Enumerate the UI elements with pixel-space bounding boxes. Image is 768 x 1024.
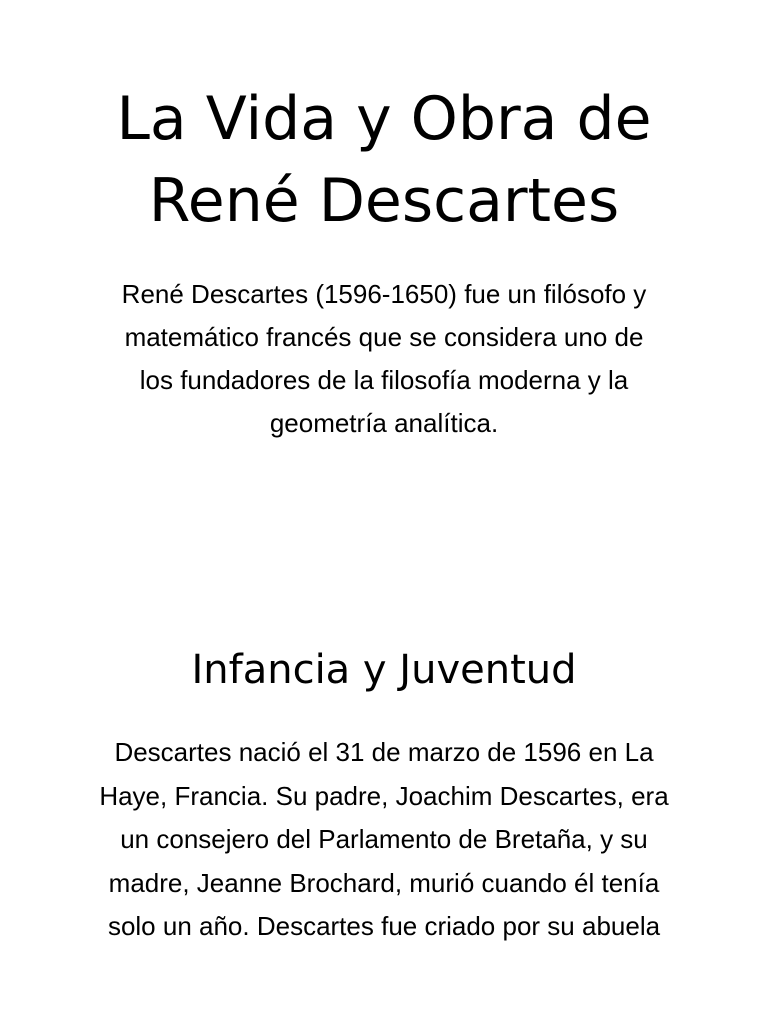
body-line: Descartes nació el 31 de marzo de 1596 en La (114, 737, 654, 767)
intro-line: los fundadores de la filosofía moderna y la (139, 365, 629, 395)
intro-line: matemático francés que se considera uno de (124, 322, 644, 352)
intro-paragraph (54, 273, 714, 445)
body-line: madre, Jeanne Brochard, murió cuando él tenía (108, 867, 660, 898)
document-title (40, 78, 728, 242)
section-body (30, 731, 738, 949)
intro-line: geometría analítica. (269, 408, 499, 438)
body-line: solo un año. Descartes fue criado por su abuela (107, 911, 661, 941)
body-line: Haye, Francia. Su padre, Joachim Descartes, era (99, 780, 669, 811)
title-line: René Descartes (148, 166, 620, 236)
body-line: un consejero del Parlamento de Bretaña, y su (120, 824, 648, 854)
title-line: La Vida y Obra de (116, 84, 652, 154)
section-heading: Infancia y Juventud (191, 647, 577, 693)
intro-line: René Descartes (1596-1650) fue un filósofo y (121, 279, 647, 309)
